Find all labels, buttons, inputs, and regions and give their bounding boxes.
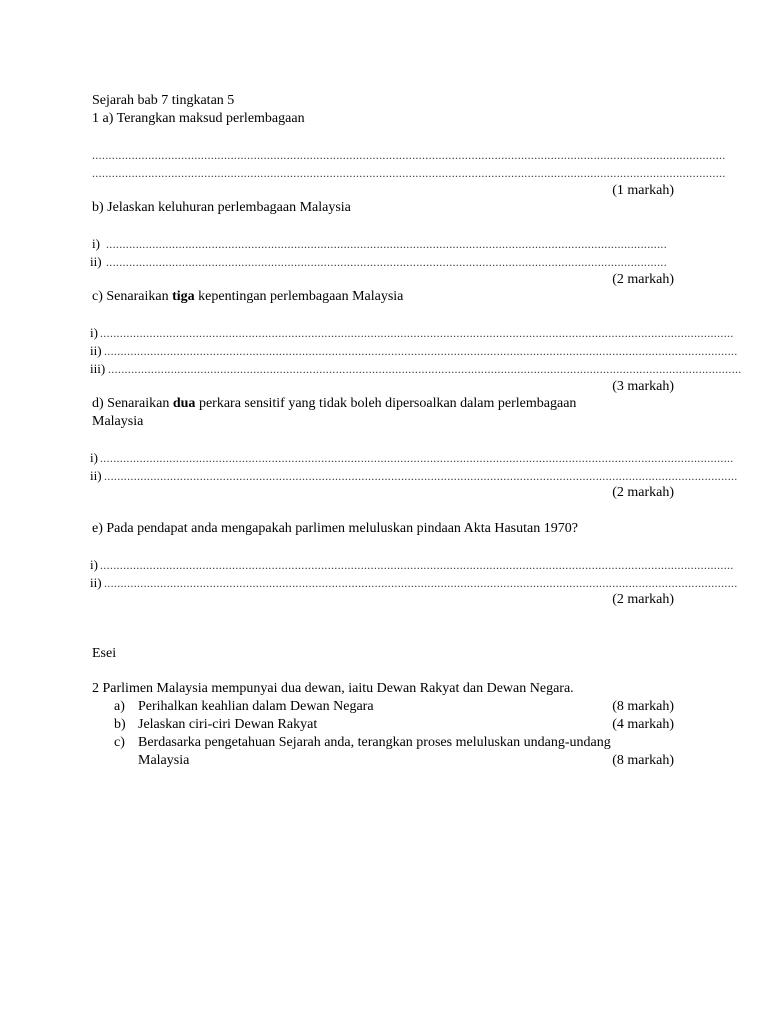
answer-line-1d-ii[interactable]: ................................................................................................................................................................................................ bbox=[104, 469, 738, 483]
answer-line-1e-ii[interactable]: ................................................................................................................................................................................................ bbox=[104, 576, 738, 590]
label-1d-i: i) bbox=[90, 450, 98, 465]
answer-line-1d-i[interactable]: ................................................................................................................................................................................................ bbox=[100, 451, 734, 465]
answer-line-1c-i[interactable]: ................................................................................................................................................................................................ bbox=[100, 326, 734, 340]
answer-line-1c-iii[interactable]: ................................................................................................................................................................................................ bbox=[108, 362, 742, 376]
marks-1c: (3 markah) bbox=[612, 379, 674, 394]
essay-item-a-label: a) bbox=[114, 699, 125, 714]
marks-1e: (2 markah) bbox=[612, 592, 674, 607]
label-1d-ii: ii) bbox=[90, 468, 102, 483]
essay-item-b-text: Jelaskan ciri-ciri Dewan Rakyat bbox=[138, 717, 318, 732]
answer-line-1a-2[interactable]: ................................................................................................................................................................................................ bbox=[92, 166, 726, 180]
marks-1b: (2 markah) bbox=[612, 272, 674, 287]
question-1d-line2: Malaysia bbox=[92, 414, 144, 429]
emphasis-tiga: tiga bbox=[172, 289, 195, 304]
marks-2b: (4 markah) bbox=[612, 717, 674, 732]
answer-line-1a-1[interactable]: ................................................................................................................................................................................................ bbox=[92, 148, 726, 162]
label-1e-ii: ii) bbox=[90, 575, 102, 590]
answer-line-1b-i[interactable]: .......................................................................................................................................................................... bbox=[106, 237, 667, 251]
label-1c-iii: iii) bbox=[90, 361, 106, 376]
question-1c: c) Senaraikan tiga kepentingan perlembagaan Malaysia bbox=[92, 289, 404, 304]
label-1c-i: i) bbox=[90, 325, 98, 340]
marks-1a: (1 markah) bbox=[612, 183, 674, 198]
emphasis-dua: dua bbox=[172, 396, 196, 411]
essay-item-a-text: Perihalkan keahlian dalam Dewan Negara bbox=[138, 699, 374, 714]
answer-line-1e-i[interactable]: ................................................................................................................................................................................................ bbox=[100, 558, 734, 572]
question-2: 2 Parlimen Malaysia mempunyai dua dewan, iaitu Dewan Rakyat dan Dewan Negara. bbox=[92, 681, 574, 696]
question-1d: d) Senaraikan dua perkara sensitif yang tidak boleh dipersoalkan dalam perlembagaan bbox=[92, 396, 577, 411]
label-1b-ii: ii) bbox=[90, 254, 102, 269]
answer-line-1b-ii[interactable]: .......................................................................................................................................................................... bbox=[106, 255, 667, 269]
marks-2a: (8 markah) bbox=[612, 699, 674, 714]
page-title: Sejarah bab 7 tingkatan 5 bbox=[92, 93, 235, 108]
label-1c-ii: ii) bbox=[90, 343, 102, 358]
marks-2c: (8 markah) bbox=[612, 753, 674, 768]
essay-heading: Esei bbox=[92, 646, 117, 661]
question-1b: b) Jelaskan keluhuran perlembagaan Malaysia bbox=[92, 200, 351, 215]
essay-item-c-label: c) bbox=[114, 735, 125, 750]
essay-item-c-text: Berdasarka pengetahuan Sejarah anda, terangkan proses meluluskan undang-undang bbox=[138, 735, 611, 750]
label-1b-i: i) bbox=[92, 236, 100, 251]
answer-line-1c-ii[interactable]: ................................................................................................................................................................................................ bbox=[104, 344, 738, 358]
question-1e: e) Pada pendapat anda mengapakah parlimen meluluskan pindaan Akta Hasutan 1970? bbox=[92, 521, 578, 536]
question-1a: 1 a) Terangkan maksud perlembagaan bbox=[92, 111, 305, 126]
essay-item-c-text-line2: Malaysia bbox=[138, 753, 190, 768]
marks-1d: (2 markah) bbox=[612, 485, 674, 500]
label-1e-i: i) bbox=[90, 557, 98, 572]
essay-item-b-label: b) bbox=[114, 717, 126, 732]
